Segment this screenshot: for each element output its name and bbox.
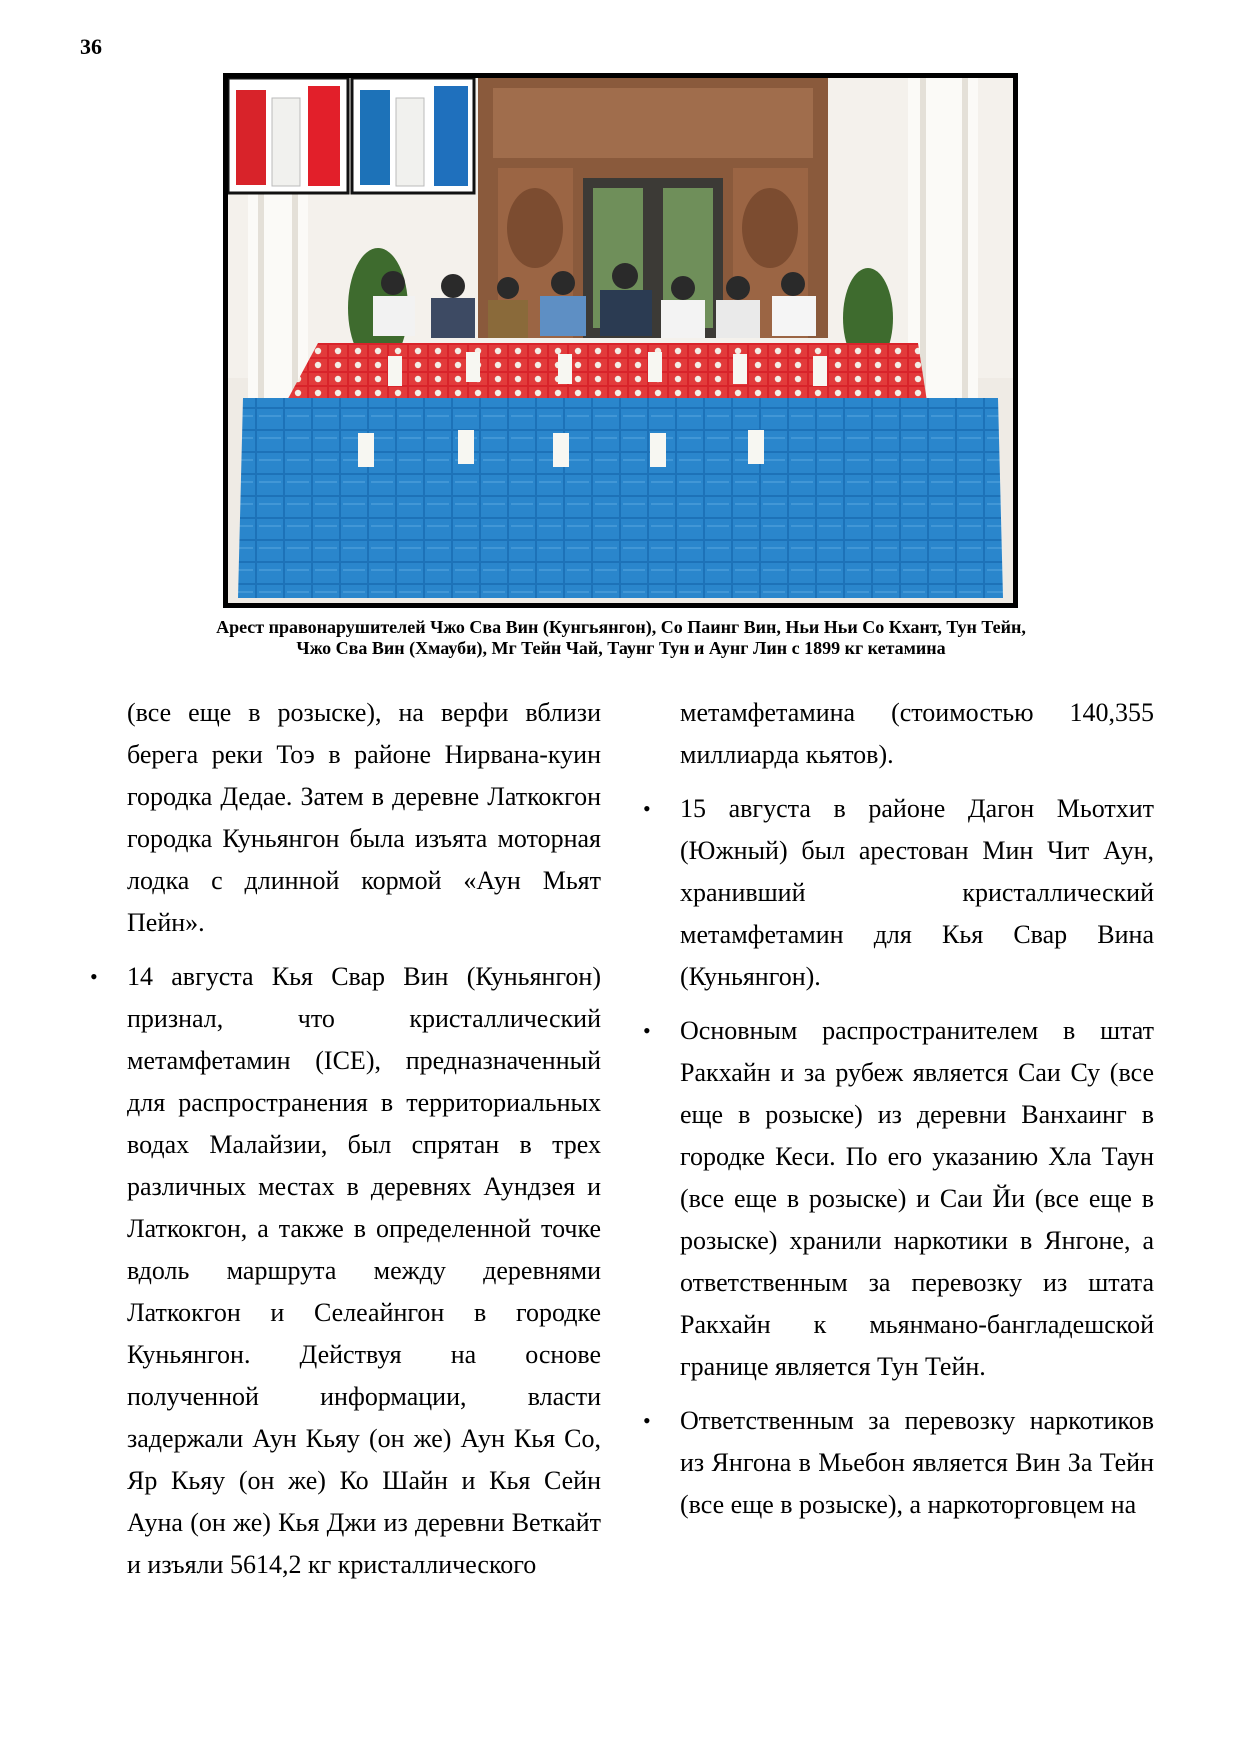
page-number: 36 xyxy=(80,34,102,59)
right-bullet-list xyxy=(680,788,1154,1526)
list-item: • Основным распространителем в штат Ракхайн и за рубеж является Саи Су (все еще в розыске) из деревни Ванхаинг в городке Кеси. По его указанию Хла Таун (все еще в розыске) и Саи Йи (все еще в розыске) хранили наркотики в Янгоне, а ответственным за перевозку из штата Ракхайн к мьянмано-бангладешской границе является Тун Тейн. xyxy=(680,1010,1154,1388)
left-continuation-paragraph: (все еще в розыске), на верфи вблизи берега реки Тоэ в районе Нирвана-куин городка Дедае. Затем в деревне Латкокгон городка Куньянгон была изъята моторная лодка с длинной кормой «Аун Мьят Пейн». xyxy=(127,698,601,937)
seizure-photo-illustration xyxy=(228,78,1013,603)
figure-caption xyxy=(120,617,1122,659)
left-bullet-list xyxy=(127,956,601,1586)
list-item: • Ответственным за перевозку наркотиков из Янгона в Мьебон является Вин За Тейн (все еще в розыске), а наркоторговцем на xyxy=(680,1400,1154,1526)
right-column xyxy=(680,692,1154,1526)
left-column xyxy=(127,692,601,1586)
seizure-photo xyxy=(223,73,1018,608)
caption-line-2: Чжо Сва Вин (Хмауби), Мг Тейн Чай, Таунг Тун и Аунг Лин с 1899 кг кетамина xyxy=(296,638,946,658)
list-item: • 14 августа Кья Свар Вин (Куньянгон) признал, что кристаллический метамфетамин (ICE), предназначенный для распространения в территориальных водах Малайзии, был спрятан в трех различных местах в деревнях Аундзея и Латкокгон, а также в определенной точке вдоль маршрута между деревнями Латкокгон и Селеайнгон в городке Куньянгон. Действуя на основе полученной информации, власти задержали Аун Кьяу (он же) Аун Кья Со, Яр Кьяу (он же) Ко Шайн и Кья Сейн Ауна (он же) Кья Джи из деревни Веткайт и изъяли 5614,2 кг кристаллического xyxy=(127,956,601,1586)
right-continuation-paragraph: метамфетамина (стоимостью 140,355 миллиарда кьятов). xyxy=(680,698,1154,769)
caption-line-1: Арест правонарушителей Чжо Сва Вин (Кунгьянгон), Со Паинг Вин, Ньи Ньи Со Кхант, Тун Тейн, xyxy=(216,617,1026,637)
list-item: • 15 августа в районе Дагон Мьотхит (Южный) был арестован Мин Чит Аун, хранивший кристаллический метамфетамин для Кья Свар Вина (Куньянгон). xyxy=(680,788,1154,998)
